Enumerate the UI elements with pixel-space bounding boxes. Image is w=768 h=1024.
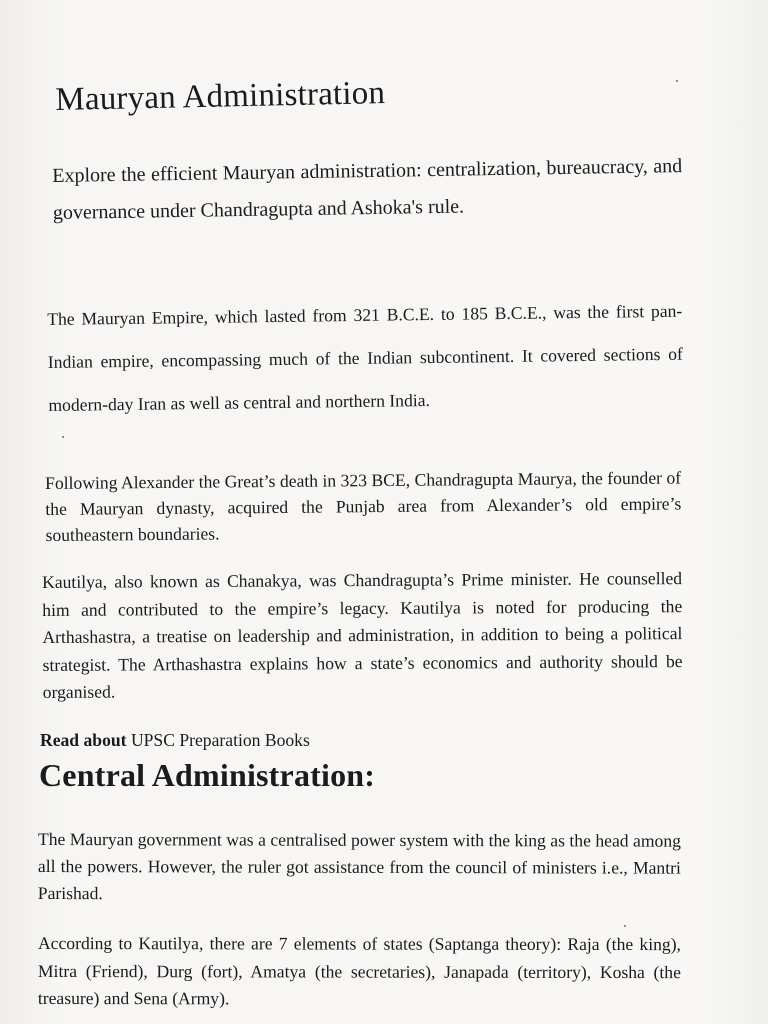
read-about-line — [40, 730, 310, 751]
paragraph-kautilya: Kautilya, also known as Chanakya, was Chandragupta’s Prime minister. He counselled him and contributed to the empire’s legacy. Kautilya is noted for producing the Arthashastra, a treatise on leadership and administration, in addition to being a political strategist. The Arthashastra explains how a state’s economics and authority should be organised. — [42, 568, 683, 702]
paragraph-central-government: The Mauryan government was a centralised power system with the king as the head among all the powers. However, the ruler got assistance from the council of ministers i.e., Mantri Parishad. — [37, 829, 681, 904]
read-about-prefix: Read about — [40, 730, 127, 750]
paragraph-chandragupta: Following Alexander the Great’s death in 323 BCE, Chandragupta Maurya, the founder of the Mauryan dynasty, acquired the Punjab area from Alexander’s old empire’s southeastern boundaries. — [45, 467, 682, 545]
paper-speck — [624, 925, 626, 927]
paper-speck — [676, 80, 678, 82]
read-about-link[interactable]: UPSC Preparation Books — [130, 730, 310, 750]
intro-paragraph: Explore the efficient Mauryan administration: centralization, bureaucracy, and governance under Chandragupta and Ashoka's rule. — [52, 155, 683, 224]
paragraph-empire-overview: The Mauryan Empire, which lasted from 321 B.C.E. to 185 B.C.E., was the first pan-Indian empire, encompassing much of the Indian subcontinent. It covered sections of modern-day Iran as well as central and northern India. — [47, 300, 683, 415]
section-heading: Central Administration: — [39, 757, 376, 793]
paragraph-saptanga-theory: According to Kautilya, there are 7 elements of states (Saptanga theory): Raja (the king), Mitra (Friend), Durg (fort), Amatya (the secretaries), Janapada (territory), Kosha (the treasure) and Sena (Army). — [37, 933, 681, 1009]
page-title: Mauryan Administration — [55, 75, 386, 118]
paper-speck — [62, 436, 64, 438]
